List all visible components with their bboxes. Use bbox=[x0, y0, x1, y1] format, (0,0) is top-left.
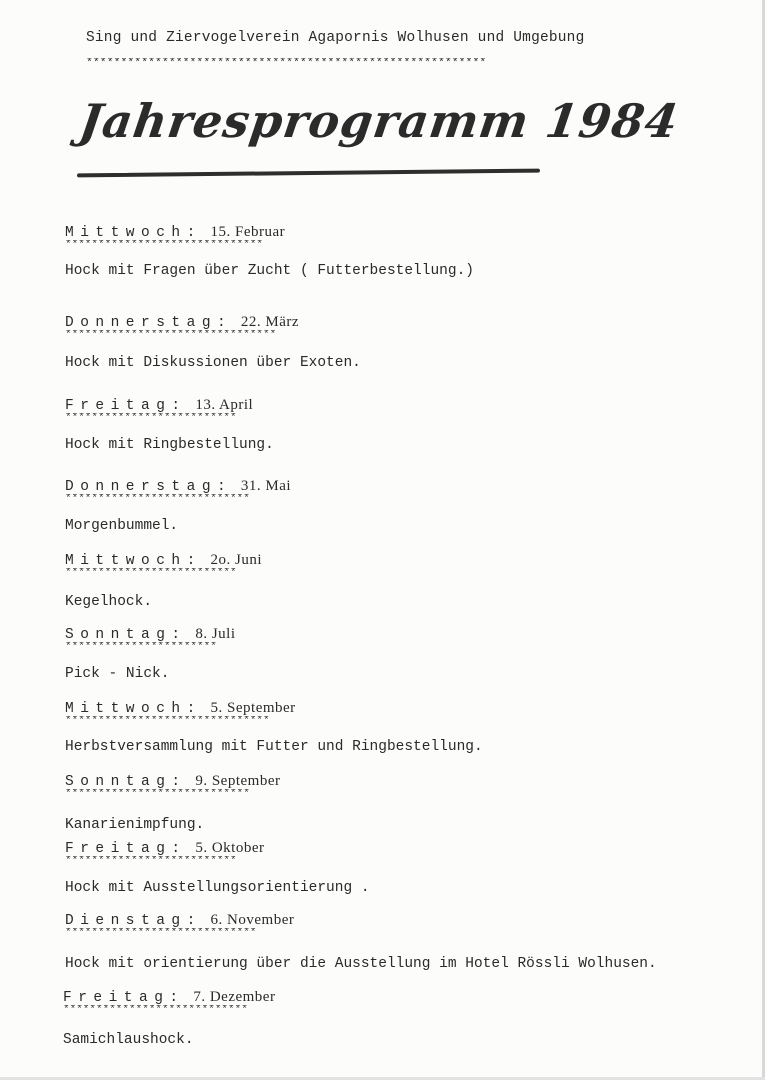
title-underline bbox=[77, 169, 540, 178]
event-description: Hock mit Ausstellungsorientierung . bbox=[65, 880, 370, 896]
event-date: 31. Mai bbox=[240, 478, 292, 494]
event-date-line bbox=[65, 397, 253, 414]
event-date: 13. April bbox=[195, 397, 254, 413]
event-star-rule: *********************** bbox=[65, 642, 217, 653]
event-star-rule: ************************** bbox=[65, 568, 237, 579]
event-date-line bbox=[65, 314, 299, 331]
event-date-line bbox=[65, 552, 262, 569]
event-star-rule: ******************************** bbox=[65, 330, 277, 341]
event-description: Hock mit Ringbestellung. bbox=[65, 437, 274, 453]
event-description: Hock mit Fragen über Zucht ( Futterbestellung.) bbox=[65, 263, 474, 279]
event-star-rule: **************************** bbox=[65, 789, 250, 800]
event-weekday: Donnerstag: bbox=[65, 315, 233, 331]
event-weekday: Freitag: bbox=[65, 398, 187, 414]
event-date-line bbox=[65, 773, 280, 790]
event-weekday: Mittwoch: bbox=[65, 553, 202, 569]
event-date-line bbox=[65, 912, 294, 929]
event-weekday: Freitag: bbox=[65, 841, 187, 857]
event-date-line bbox=[65, 626, 236, 643]
event-description: Pick - Nick. bbox=[65, 666, 170, 682]
event-description: Kegelhock. bbox=[65, 594, 153, 610]
event-weekday: Sonntag: bbox=[65, 774, 187, 790]
event-date: 7. Dezember bbox=[193, 989, 276, 1005]
event-star-rule: ************************** bbox=[65, 413, 237, 424]
event-date: 9. September bbox=[195, 773, 281, 789]
event-date: 5. September bbox=[210, 700, 296, 716]
event-weekday: Mittwoch: bbox=[65, 701, 202, 717]
event-star-rule: ***************************** bbox=[65, 928, 257, 939]
event-description: Hock mit orientierung über die Ausstellung im Hotel Rössli Wolhusen. bbox=[65, 956, 657, 972]
event-description: Hock mit Diskussionen über Exoten. bbox=[65, 355, 361, 371]
event-star-rule: ************************** bbox=[65, 856, 237, 867]
event-star-rule: ******************************* bbox=[65, 716, 270, 727]
event-description: Samichlaushock. bbox=[63, 1032, 194, 1048]
event-weekday: Sonntag: bbox=[65, 627, 187, 643]
program-title: Jahresprogramm 1984 bbox=[76, 94, 682, 148]
event-star-rule: ****************************** bbox=[65, 240, 264, 251]
event-description: Morgenbummel. bbox=[65, 518, 179, 534]
event-date: 6. November bbox=[210, 912, 295, 928]
event-weekday: Dienstag: bbox=[65, 913, 202, 929]
event-star-rule: **************************** bbox=[63, 1005, 248, 1016]
event-date-line bbox=[65, 700, 296, 717]
event-date: 5. Oktober bbox=[195, 840, 265, 856]
header-star-rule: ********************************************************** bbox=[86, 58, 487, 69]
event-date: 2o. Juni bbox=[210, 552, 263, 568]
event-date-line bbox=[65, 840, 264, 857]
event-star-rule: **************************** bbox=[65, 494, 250, 505]
club-name: Sing und Ziervogelverein Agapornis Wolhusen und Umgebung bbox=[86, 30, 585, 46]
event-date: 8. Juli bbox=[195, 626, 236, 642]
event-date-line bbox=[65, 224, 285, 241]
event-description: Herbstversammlung mit Futter und Ringbestellung. bbox=[65, 739, 483, 755]
event-description: Kanarienimpfung. bbox=[65, 817, 205, 833]
event-date-line bbox=[63, 989, 275, 1006]
event-date-line bbox=[65, 478, 291, 495]
event-date: 15. Februar bbox=[210, 224, 286, 240]
event-weekday: Donnerstag: bbox=[65, 479, 233, 495]
event-weekday: Freitag: bbox=[63, 990, 185, 1006]
event-date: 22. März bbox=[240, 314, 300, 330]
event-weekday: Mittwoch: bbox=[65, 225, 202, 241]
